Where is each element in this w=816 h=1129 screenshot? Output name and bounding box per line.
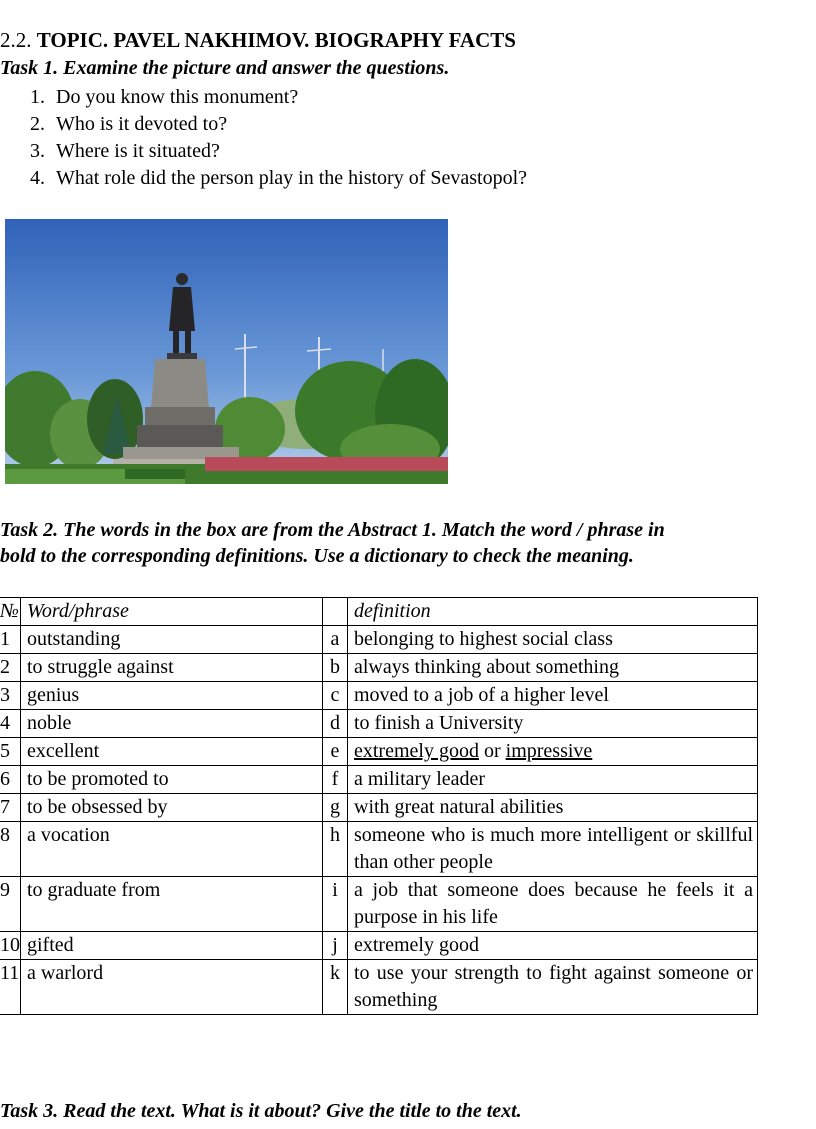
- header-definition: definition: [348, 598, 758, 626]
- row-word: genius: [21, 682, 323, 710]
- heading-number: 2.2.: [0, 28, 32, 52]
- row-definition: always thinking about something: [348, 654, 758, 682]
- definition-part-underlined: impressive: [505, 740, 593, 762]
- task2-line1: Task 2. The words in the box are from the Abstract 1. Match the word / phrase in: [0, 519, 665, 541]
- question-4: 4. What role did the person play in the history of Sevastopol?: [30, 167, 528, 189]
- definition-part-underlined: extremely good: [354, 740, 479, 762]
- table-row: [0, 766, 758, 794]
- row-number: 1: [0, 626, 21, 654]
- row-definition: to use your strength to fight against someone or something: [348, 960, 758, 1015]
- heading-title: TOPIC. PAVEL NAKHIMOV. BIOGRAPHY FACTS: [36, 28, 516, 52]
- row-word: to be promoted to: [21, 766, 323, 794]
- row-number: 10: [0, 932, 21, 960]
- table-row: [0, 960, 758, 1015]
- row-word: outstanding: [21, 626, 323, 654]
- header-letter: [323, 598, 348, 626]
- question-3: 3. Where is it situated?: [30, 140, 220, 162]
- row-number: 5: [0, 738, 21, 766]
- table-row: [0, 877, 758, 932]
- monument-photo: [5, 219, 448, 484]
- row-letter: h: [323, 822, 348, 877]
- row-letter: g: [323, 794, 348, 822]
- row-number: 4: [0, 710, 21, 738]
- row-letter: c: [323, 682, 348, 710]
- task3-title: Task 3. Read the text. What is it about? Give the title to the text.: [0, 1100, 522, 1122]
- definition-part: or: [478, 740, 506, 762]
- row-letter: i: [323, 877, 348, 932]
- header-word: Word/phrase: [21, 598, 323, 626]
- row-number: 3: [0, 682, 21, 710]
- row-word: gifted: [21, 932, 323, 960]
- question-1: 1. Do you know this monument?: [30, 86, 299, 108]
- row-word: to graduate from: [21, 877, 323, 932]
- task1-questions: [30, 84, 527, 192]
- table-header-row: [0, 598, 758, 626]
- row-definition: someone who is much more intelligent or skillful than other people: [348, 822, 758, 877]
- vocabulary-table: [0, 597, 758, 1015]
- table-row: [0, 710, 758, 738]
- row-number: 2: [0, 654, 21, 682]
- row-definition: to finish a University: [348, 710, 758, 738]
- row-word: to struggle against: [21, 654, 323, 682]
- row-number: 9: [0, 877, 21, 932]
- row-letter: j: [323, 932, 348, 960]
- row-definition: a military leader: [348, 766, 758, 794]
- row-letter: b: [323, 654, 348, 682]
- row-letter: f: [323, 766, 348, 794]
- table-row: [0, 822, 758, 877]
- table-row: [0, 682, 758, 710]
- row-definition: with great natural abilities: [348, 794, 758, 822]
- row-word: excellent: [21, 738, 323, 766]
- row-letter: e: [323, 738, 348, 766]
- task2-line2: bold to the corresponding definitions. Use a dictionary to check the meaning.: [0, 545, 634, 567]
- row-definition: a job that someone does because he feels it a purpose in his life: [348, 877, 758, 932]
- header-number: №: [0, 598, 21, 626]
- row-letter: k: [323, 960, 348, 1015]
- row-number: 11: [0, 960, 21, 1015]
- task1-title: Task 1. Examine the picture and answer the questions.: [0, 57, 450, 79]
- page-heading: [0, 28, 516, 53]
- row-definition: extremely good: [348, 932, 758, 960]
- row-word: a warlord: [21, 960, 323, 1015]
- table-row: [0, 932, 758, 960]
- row-letter: d: [323, 710, 348, 738]
- question-2: 2. Who is it devoted to?: [30, 113, 228, 135]
- row-letter: a: [323, 626, 348, 654]
- row-definition: moved to a job of a higher level: [348, 682, 758, 710]
- row-word: noble: [21, 710, 323, 738]
- row-number: 7: [0, 794, 21, 822]
- row-word: a vocation: [21, 822, 323, 877]
- table-row: [0, 626, 758, 654]
- row-definition: belonging to highest social class: [348, 626, 758, 654]
- table-row: [0, 738, 758, 766]
- row-number: 6: [0, 766, 21, 794]
- table-row: [0, 654, 758, 682]
- row-number: 8: [0, 822, 21, 877]
- row-word: to be obsessed by: [21, 794, 323, 822]
- table-row: [0, 794, 758, 822]
- row-definition: [348, 738, 758, 766]
